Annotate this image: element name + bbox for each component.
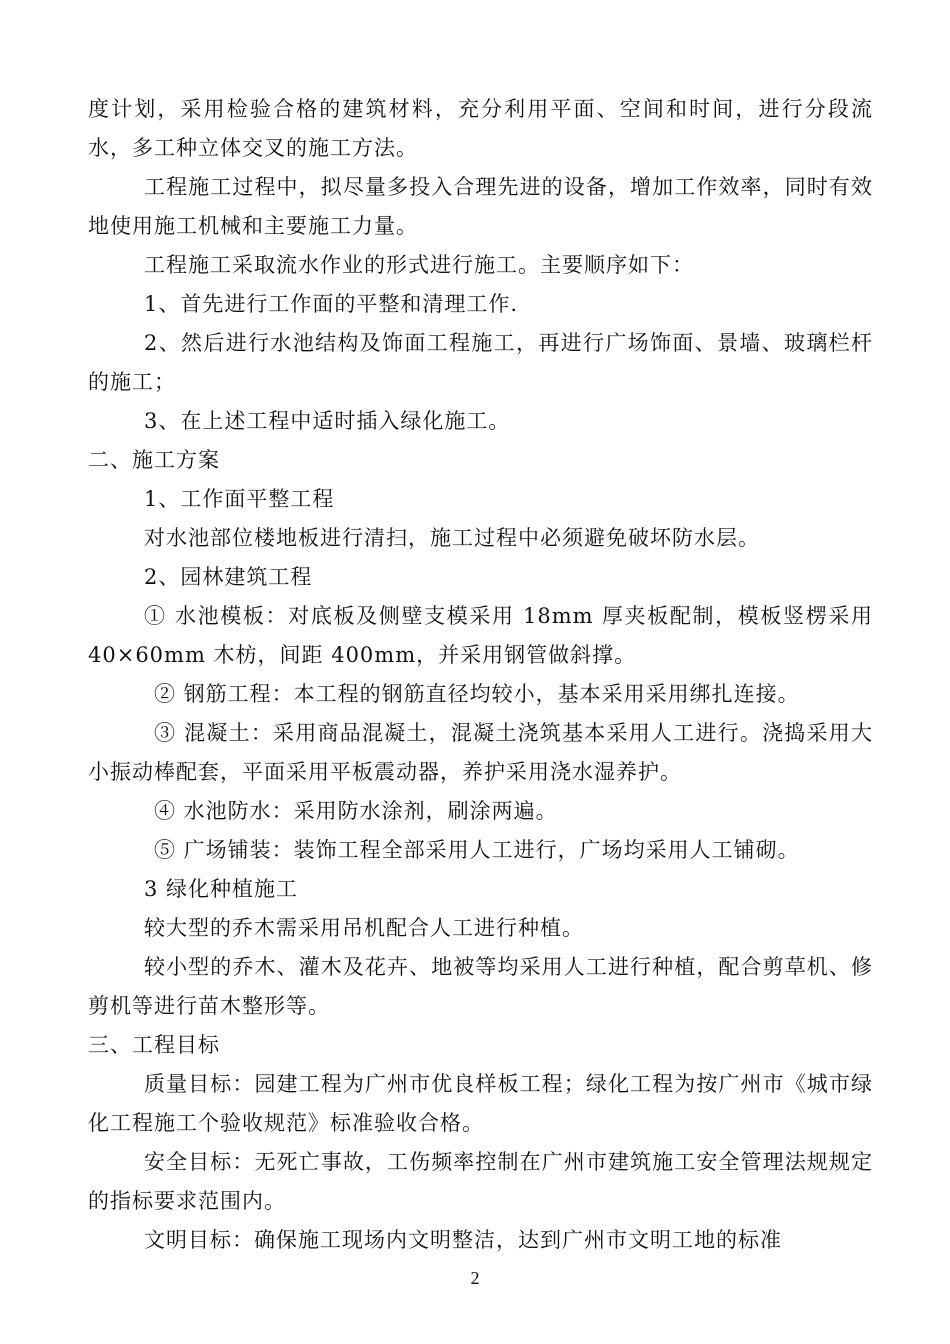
subheading-garden-building: 2、园林建筑工程 — [144, 565, 313, 589]
section-heading-project-goals: 三、工程目标 — [88, 1033, 220, 1057]
paragraph-continuation: 度计划，采用检验合格的建筑材料，充分利用平面、空间和时间，进行分段流水，多工种立体交叉的施工方法。 — [88, 97, 873, 160]
list-item-rebar: ② 钢筋工程：本工程的钢筋直径均较小，基本采用采用绑扎连接。 — [154, 682, 800, 706]
section-heading-construction-plan: 二、施工方案 — [88, 448, 220, 472]
paragraph-small-plants: 较小型的乔木、灌木及花卉、地被等均采用人工进行种植，配合剪草机、修剪机等进行苗木整形等。 — [88, 955, 873, 1018]
paragraph-equipment: 工程施工过程中，拟尽量多投入合理先进的设备，增加工作效率，同时有效地使用施工机械和主要施工力量。 — [88, 175, 873, 238]
page-number: 2 — [470, 1268, 480, 1288]
paragraph-site-leveling: 对水池部位楼地板进行清扫，施工过程中必须避免破坏防水层。 — [144, 526, 760, 550]
list-item-paving: ⑤ 广场铺装：装饰工程全部采用人工进行，广场均采用人工铺砌。 — [154, 838, 800, 862]
list-item-concrete: ③ 混凝土：采用商品混凝土，混凝土浇筑基本采用人工进行。浇捣采用大小振动棒配套，平面采用平板震动器，养护采用浇水湿养护。 — [88, 721, 873, 784]
document-body — [88, 90, 873, 1260]
list-item-step-1: 1、首先进行工作面的平整和清理工作. — [144, 292, 519, 316]
list-item-step-3: 3、在上述工程中适时插入绿化施工。 — [144, 409, 511, 433]
paragraph-safety-goal: 安全目标：无死亡事故，工伤频率控制在广州市建筑施工安全管理法规规定的指标要求范围内。 — [88, 1150, 873, 1213]
subheading-planting: 3 绿化种植施工 — [144, 877, 299, 901]
paragraph-civility-goal: 文明目标：确保施工现场内文明整洁，达到广州市文明工地的标准 — [144, 1228, 782, 1252]
list-item-waterproofing: ④ 水池防水：采用防水涂剂，刷涂两遍。 — [154, 799, 558, 823]
paragraph-sequence-intro: 工程施工采取流水作业的形式进行施工。主要顺序如下： — [144, 253, 694, 277]
subheading-site-leveling: 1、工作面平整工程 — [144, 487, 335, 511]
paragraph-large-trees: 较大型的乔木需采用吊机配合人工进行种植。 — [144, 916, 584, 940]
paragraph-quality-goal: 质量目标：园建工程为广州市优良样板工程；绿化工程为按广州市《城市绿化工程施工个验收规范》标准验收合格。 — [88, 1072, 873, 1135]
list-item-step-2: 2、然后进行水池结构及饰面工程施工，再进行广场饰面、景墙、玻璃栏杆的施工； — [88, 331, 873, 394]
list-item-formwork: ① 水池模板：对底板及侧壁支模采用 18mm 厚夹板配制，模板竖楞采用 40×60mm 木枋，间距 400mm，并采用钢管做斜撑。 — [88, 604, 873, 667]
